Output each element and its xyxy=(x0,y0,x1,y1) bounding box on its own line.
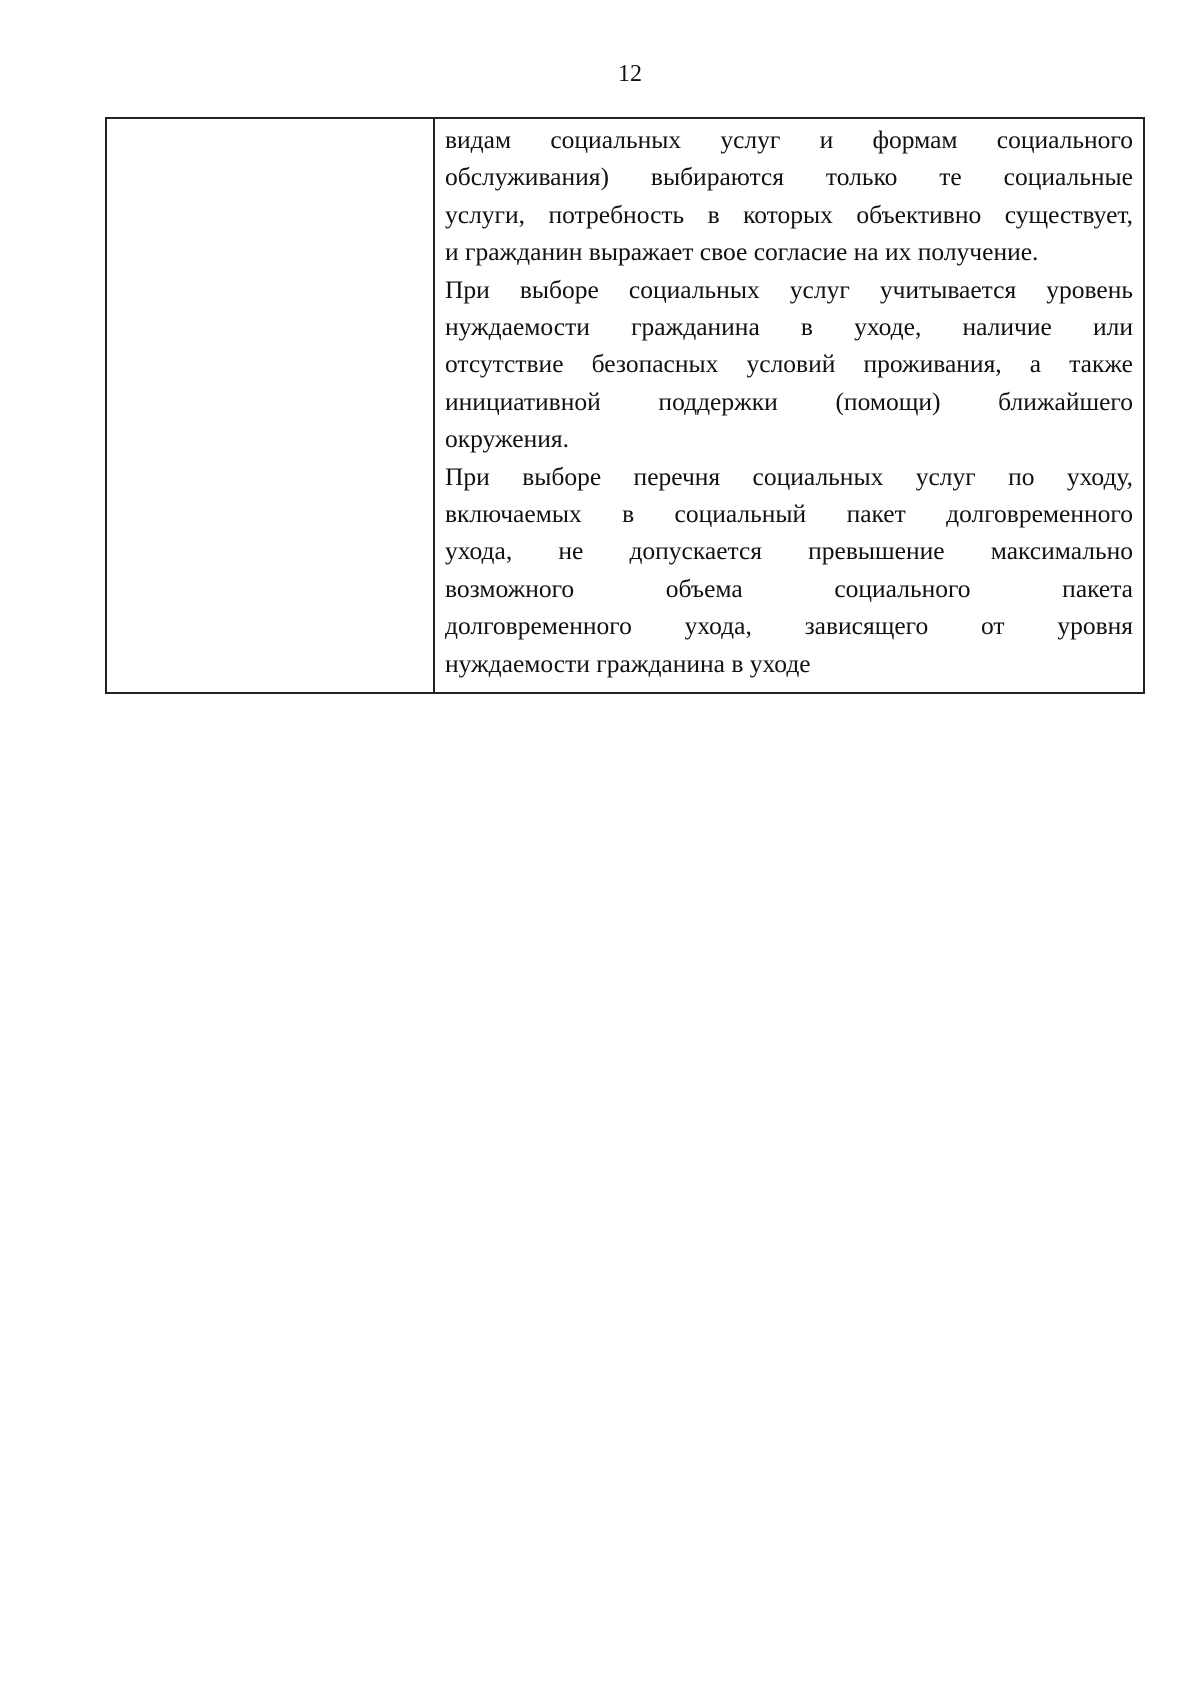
table-line: нуждаемости гражданина в уходе, наличие или xyxy=(445,312,1133,342)
table-line: При выборе социальных услуг учитывается уровень xyxy=(445,274,1133,304)
table-line: возможного объема социального пакета xyxy=(445,573,1133,603)
document-table xyxy=(105,117,1145,694)
table-line: окружения. xyxy=(445,424,569,454)
table-cell-right xyxy=(435,119,1143,692)
table-line: ухода, не допускается превышение максимально xyxy=(445,536,1133,566)
table-line: инициативной поддержки (помощи) ближайшего xyxy=(445,386,1133,416)
table-line: включаемых в социальный пакет долговременного xyxy=(445,499,1133,529)
table-line: долговременного ухода, зависящего от уровня xyxy=(445,611,1133,641)
page-number: 12 xyxy=(618,61,642,87)
table-cell-left xyxy=(107,119,435,692)
table-line: услуги, потребность в которых объективно существует, xyxy=(445,199,1133,229)
table-line: обслуживания) выбираются только те социальные xyxy=(445,162,1133,192)
table-line: и гражданин выражает свое согласие на их получение. xyxy=(445,237,1039,267)
table-line: нуждаемости гражданина в уходе xyxy=(445,648,811,678)
table-line: отсутствие безопасных условий проживания, а также xyxy=(445,349,1133,379)
table-line: При выборе перечня социальных услуг по уходу, xyxy=(445,461,1133,491)
table-line: видам социальных услуг и формам социального xyxy=(445,125,1133,154)
